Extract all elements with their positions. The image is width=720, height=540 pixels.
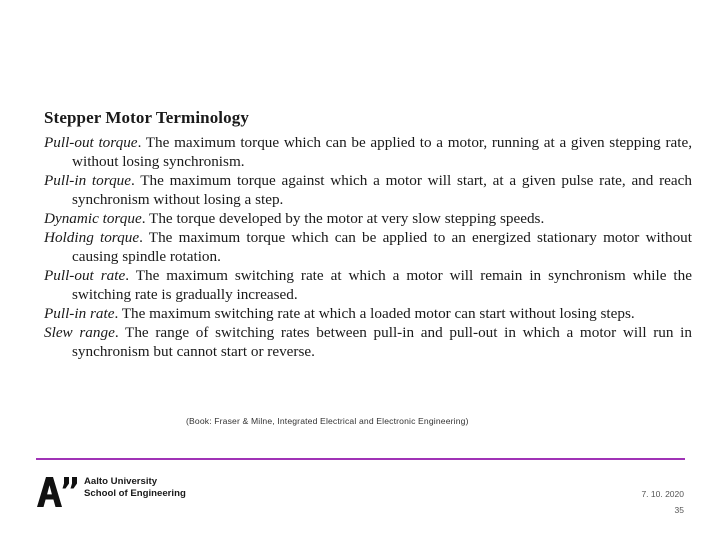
slide-date: 7. 10. 2020 xyxy=(641,489,684,499)
term-definition: . The range of switching rates between pull-in and pull-out in which a motor will run in synchronism but cannot start or reverse. xyxy=(72,324,692,360)
term-name: Dynamic torque xyxy=(44,210,142,227)
term-name: Slew range xyxy=(44,324,115,341)
source-caption: (Book: Fraser & Milne, Integrated Electrical and Electronic Engineering) xyxy=(186,416,469,426)
term-entry xyxy=(44,228,692,266)
aalto-logo-mark xyxy=(37,476,79,508)
term-definition: . The maximum switching rate at which a motor will remain in synchronism while the switching rate is gradually increased. xyxy=(72,267,692,303)
footer-divider xyxy=(36,458,685,460)
term-entry xyxy=(44,323,692,361)
term-definition: . The maximum torque which can be applied to a motor, running at a given stepping rate, without losing synchronism. xyxy=(72,134,692,170)
term-entry xyxy=(44,209,692,228)
section-heading: Stepper Motor Terminology xyxy=(44,108,249,127)
term-entry xyxy=(44,171,692,209)
term-definition: . The torque developed by the motor at very slow stepping speeds. xyxy=(141,210,545,227)
term-entry xyxy=(44,133,692,171)
term-name: Holding torque xyxy=(44,229,140,246)
organization-name xyxy=(84,476,186,500)
aalto-logo-icon xyxy=(37,476,79,513)
scanned-text-block xyxy=(44,108,692,361)
term-entry xyxy=(44,266,692,304)
term-name: Pull-out torque xyxy=(44,134,138,151)
page-number: 35 xyxy=(674,505,684,515)
university-name: Aalto University xyxy=(84,476,158,487)
term-name: Pull-in rate xyxy=(44,305,115,322)
term-definition: . The maximum switching rate at which a loaded motor can start without losing steps. xyxy=(114,305,635,322)
term-name: Pull-in torque xyxy=(44,172,132,189)
term-definition: . The maximum torque against which a motor will start, at a given pulse rate, and reach synchronism without losing a step. xyxy=(72,172,692,208)
term-definition: . The maximum torque which can be applied to an energized stationary motor without causing spindle rotation. xyxy=(72,229,692,265)
term-name: Pull-out rate xyxy=(44,267,126,284)
school-name: School of Engineering xyxy=(84,488,186,499)
term-entry xyxy=(44,304,692,323)
